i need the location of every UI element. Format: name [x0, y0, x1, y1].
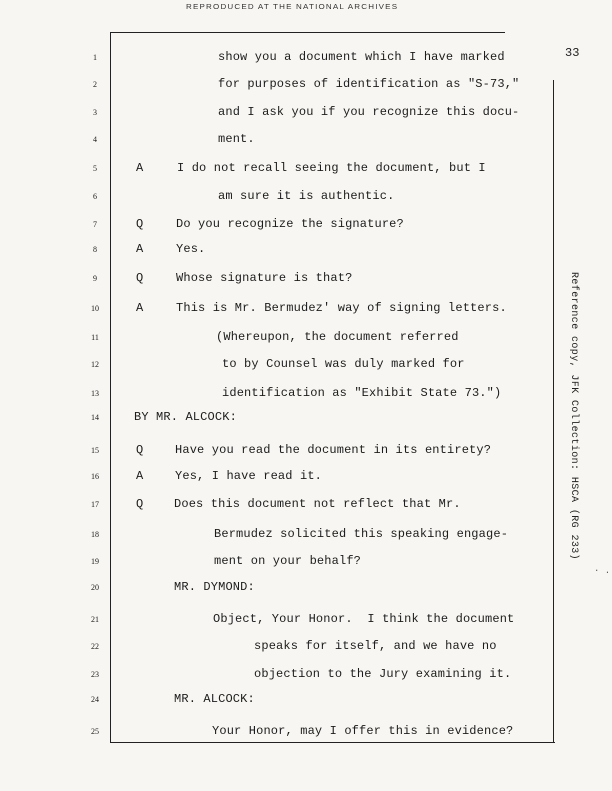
line-text: for purposes of identification as "S-73,"	[218, 77, 520, 91]
line-number: 13	[91, 389, 99, 398]
line-number: 17	[91, 500, 99, 509]
transcript-line	[0, 271, 612, 291]
line-number: 21	[91, 615, 99, 624]
line-text: Object, Your Honor. I think the document	[213, 612, 515, 626]
transcript-line	[0, 667, 612, 687]
line-text: Yes.	[176, 242, 206, 256]
line-text: (Whereupon, the document referred	[216, 330, 459, 344]
line-number: 3	[93, 108, 97, 117]
line-number: 2	[93, 80, 97, 89]
line-number: 5	[93, 164, 97, 173]
line-text: Bermudez solicited this speaking engage-	[214, 527, 509, 541]
transcript-line	[0, 554, 612, 574]
line-text: Do you recognize the signature?	[176, 217, 404, 231]
transcript-line	[0, 105, 612, 125]
transcript-line	[0, 443, 612, 463]
line-number: 10	[91, 304, 99, 313]
line-text: to by Counsel was duly marked for	[222, 357, 465, 371]
line-text: I do not recall seeing the document, but I	[177, 161, 486, 175]
speaker-marker: Q	[136, 217, 144, 231]
line-text: Yes, I have read it.	[175, 469, 323, 483]
line-text: objection to the Jury examining it.	[254, 667, 512, 681]
reference-copy-note: Reference copy, JFK Collection: HSCA (RG 233)	[568, 272, 579, 561]
line-number: 19	[91, 557, 99, 566]
speaker-marker: Q	[136, 443, 144, 457]
transcript-line	[0, 161, 612, 181]
line-text: BY MR. ALCOCK:	[134, 410, 237, 424]
transcript-line	[0, 50, 612, 70]
line-text: Have you read the document in its entirety?	[175, 443, 492, 457]
line-text: ment on your behalf?	[214, 554, 362, 568]
line-number: 12	[91, 360, 99, 369]
line-text: identification as "Exhibit State 73.")	[222, 386, 502, 400]
line-text: speaks for itself, and we have no	[254, 639, 497, 653]
transcript-line	[0, 301, 612, 321]
line-number: 9	[93, 274, 97, 283]
transcript-line	[0, 639, 612, 659]
line-number: 1	[93, 53, 97, 62]
speaker-marker: A	[136, 242, 144, 256]
archive-stamp: REPRODUCED AT THE NATIONAL ARCHIVES	[186, 2, 399, 11]
transcript-line	[0, 580, 612, 600]
line-number: 7	[93, 220, 97, 229]
line-text: and I ask you if you recognize this docu-	[218, 105, 520, 119]
line-text: am sure it is authentic.	[218, 189, 395, 203]
line-number: 11	[91, 333, 99, 342]
transcript-line	[0, 724, 612, 744]
line-number: 15	[91, 446, 99, 455]
line-number: 6	[93, 192, 97, 201]
line-text: This is Mr. Bermudez' way of signing letters.	[176, 301, 507, 315]
speaker-marker: A	[136, 469, 144, 483]
line-number: 18	[91, 530, 99, 539]
transcript-line	[0, 469, 612, 489]
scan-speckle: · .	[594, 566, 611, 576]
transcript-line	[0, 189, 612, 209]
transcript-line	[0, 242, 612, 262]
transcript-line	[0, 497, 612, 517]
line-text: MR. DYMOND:	[174, 580, 255, 594]
line-text: show you a document which I have marked	[218, 50, 505, 64]
line-number: 24	[91, 695, 99, 704]
transcript-line	[0, 77, 612, 97]
line-text: ment.	[218, 132, 255, 146]
line-text: Your Honor, may I offer this in evidence?	[212, 724, 514, 738]
speaker-marker: A	[136, 301, 144, 315]
transcript-line	[0, 612, 612, 632]
speaker-marker: Q	[136, 497, 144, 511]
transcript-line	[0, 132, 612, 152]
transcript-line	[0, 527, 612, 547]
line-number: 14	[91, 413, 99, 422]
line-number: 23	[91, 670, 99, 679]
line-text: Does this document not reflect that Mr.	[174, 497, 461, 511]
transcript-line	[0, 692, 612, 712]
transcript-line	[0, 410, 612, 430]
page-number: 33	[565, 46, 580, 60]
line-number: 22	[91, 642, 99, 651]
line-number: 4	[93, 135, 97, 144]
speaker-marker: Q	[136, 271, 144, 285]
frame-top-rule	[110, 32, 505, 33]
line-text: Whose signature is that?	[176, 271, 353, 285]
transcript-line	[0, 386, 612, 406]
speaker-marker: A	[136, 161, 144, 175]
line-number: 25	[91, 727, 99, 736]
line-number: 16	[91, 472, 99, 481]
line-text: MR. ALCOCK:	[174, 692, 255, 706]
transcript-line	[0, 330, 612, 350]
line-number: 20	[91, 583, 99, 592]
line-number: 8	[93, 245, 97, 254]
transcript-line	[0, 217, 612, 237]
transcript-line	[0, 357, 612, 377]
